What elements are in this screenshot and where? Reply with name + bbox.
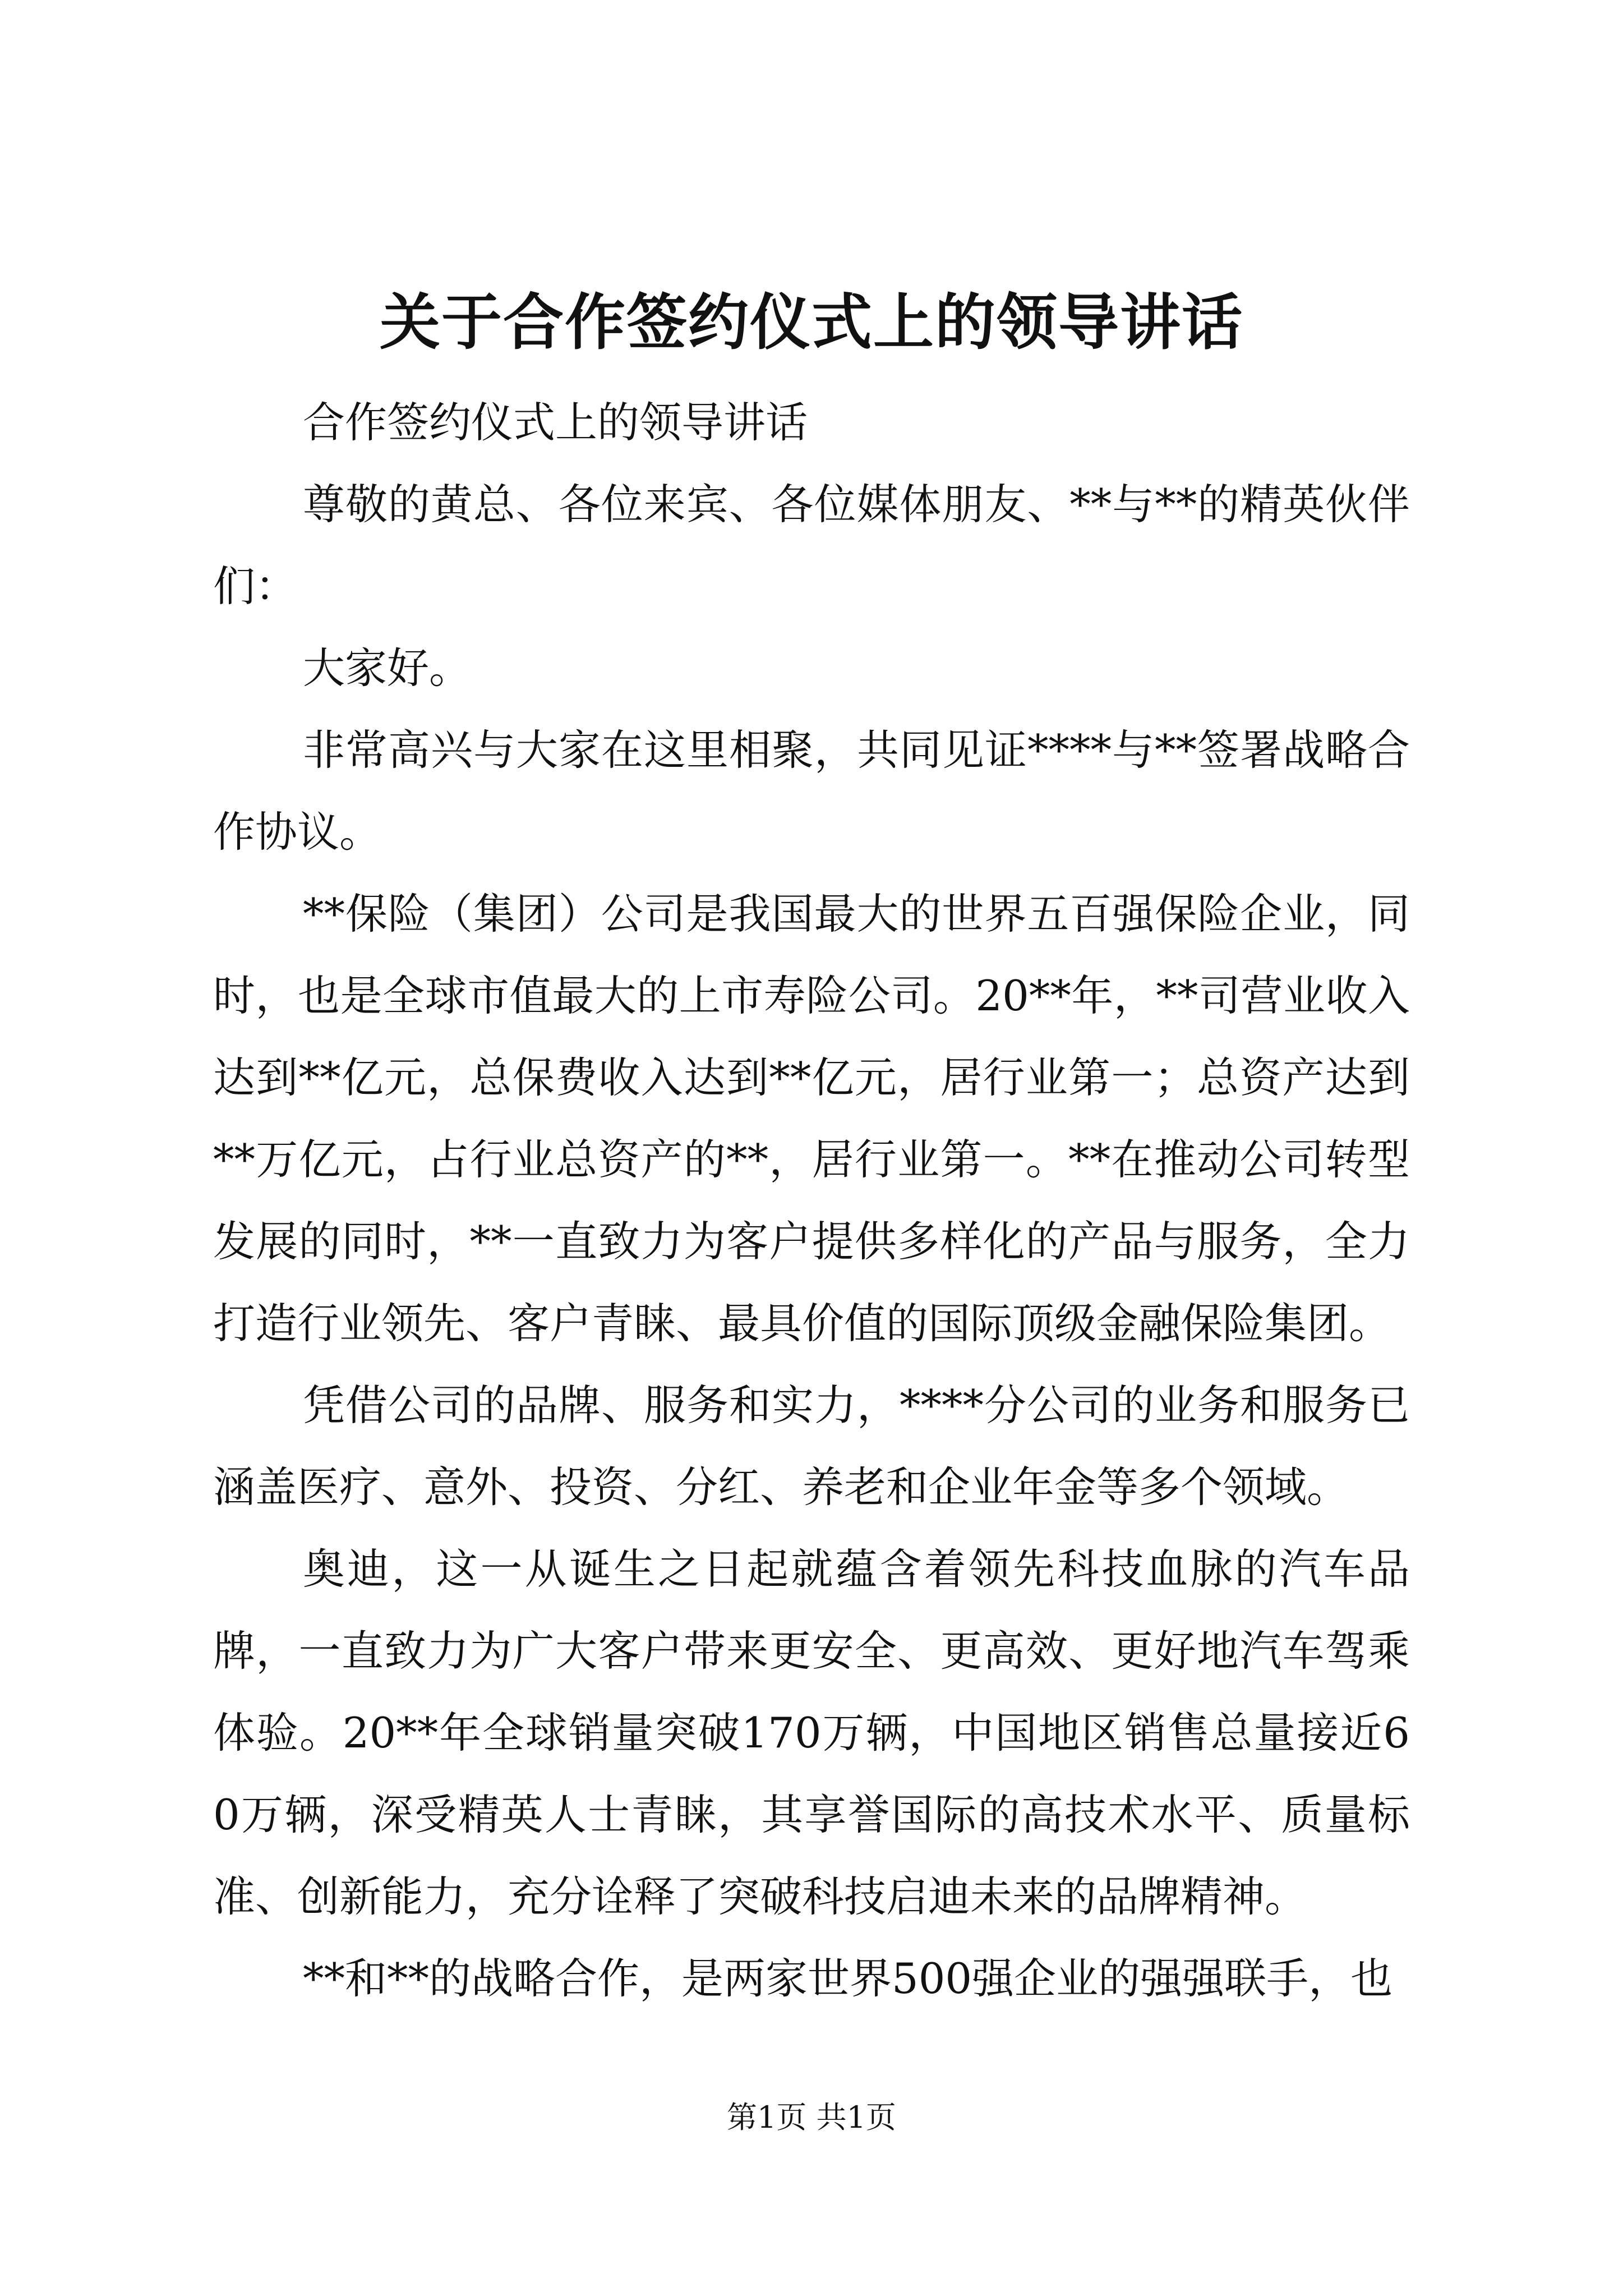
- paragraph-insurance-company: **保险（集团）公司是我国最大的世界五百强保险企业，同时，也是全球市值最大的上市寿险公司。20**年，**司营业收入达到**亿元，总保费收入达到**亿元，居行业第一；总资产达到**万亿元，占行业总资产的**，居行业第一。**在推动公司转型发展的同时，**一直致力为客户提供多样化的产品与服务，全力打造行业领先、客户青睐、最具价值的国际顶级金融保险集团。: [213, 889, 1410, 1348]
- paragraph-opening: 非常高兴与大家在这里相聚，共同见证****与**签署战略合作协议。: [213, 725, 1410, 857]
- document-body: [213, 381, 1410, 2019]
- paragraph-cooperation: **和**的战略合作，是两家世界500强企业的强强联手，也: [303, 1954, 1393, 2003]
- paragraph-branch-services: 凭借公司的品牌、服务和实力，****分公司的业务和服务已涵盖医疗、意外、投资、分红、养老和企业年金等多个领域。: [213, 1381, 1410, 1512]
- paragraph-salutation: 尊敬的黄总、各位来宾、各位媒体朋友、**与**的精英伙伴们：: [213, 480, 1410, 611]
- paragraph-greeting: 大家好。: [303, 643, 472, 693]
- paragraph-audi: 奥迪，这一从诞生之日起就蕴含着领先科技血脉的汽车品牌，一直致力为广大客户带来更安全、更高效、更好地汽车驾乘体验。20**年全球销量突破170万辆，中国地区销售总量接近60万辆，深受精英人士青睐，其享誉国际的高技术水平、质量标准、创新能力，充分诠释了突破科技启迪未来的品牌精神。: [213, 1544, 1410, 1921]
- document-title: 关于合作签约仪式上的领导讲话: [379, 287, 1243, 358]
- page-footer: 第1页 共1页: [727, 2100, 896, 2135]
- paragraph-subtitle: 合作签约仪式上的领导讲话: [303, 398, 808, 447]
